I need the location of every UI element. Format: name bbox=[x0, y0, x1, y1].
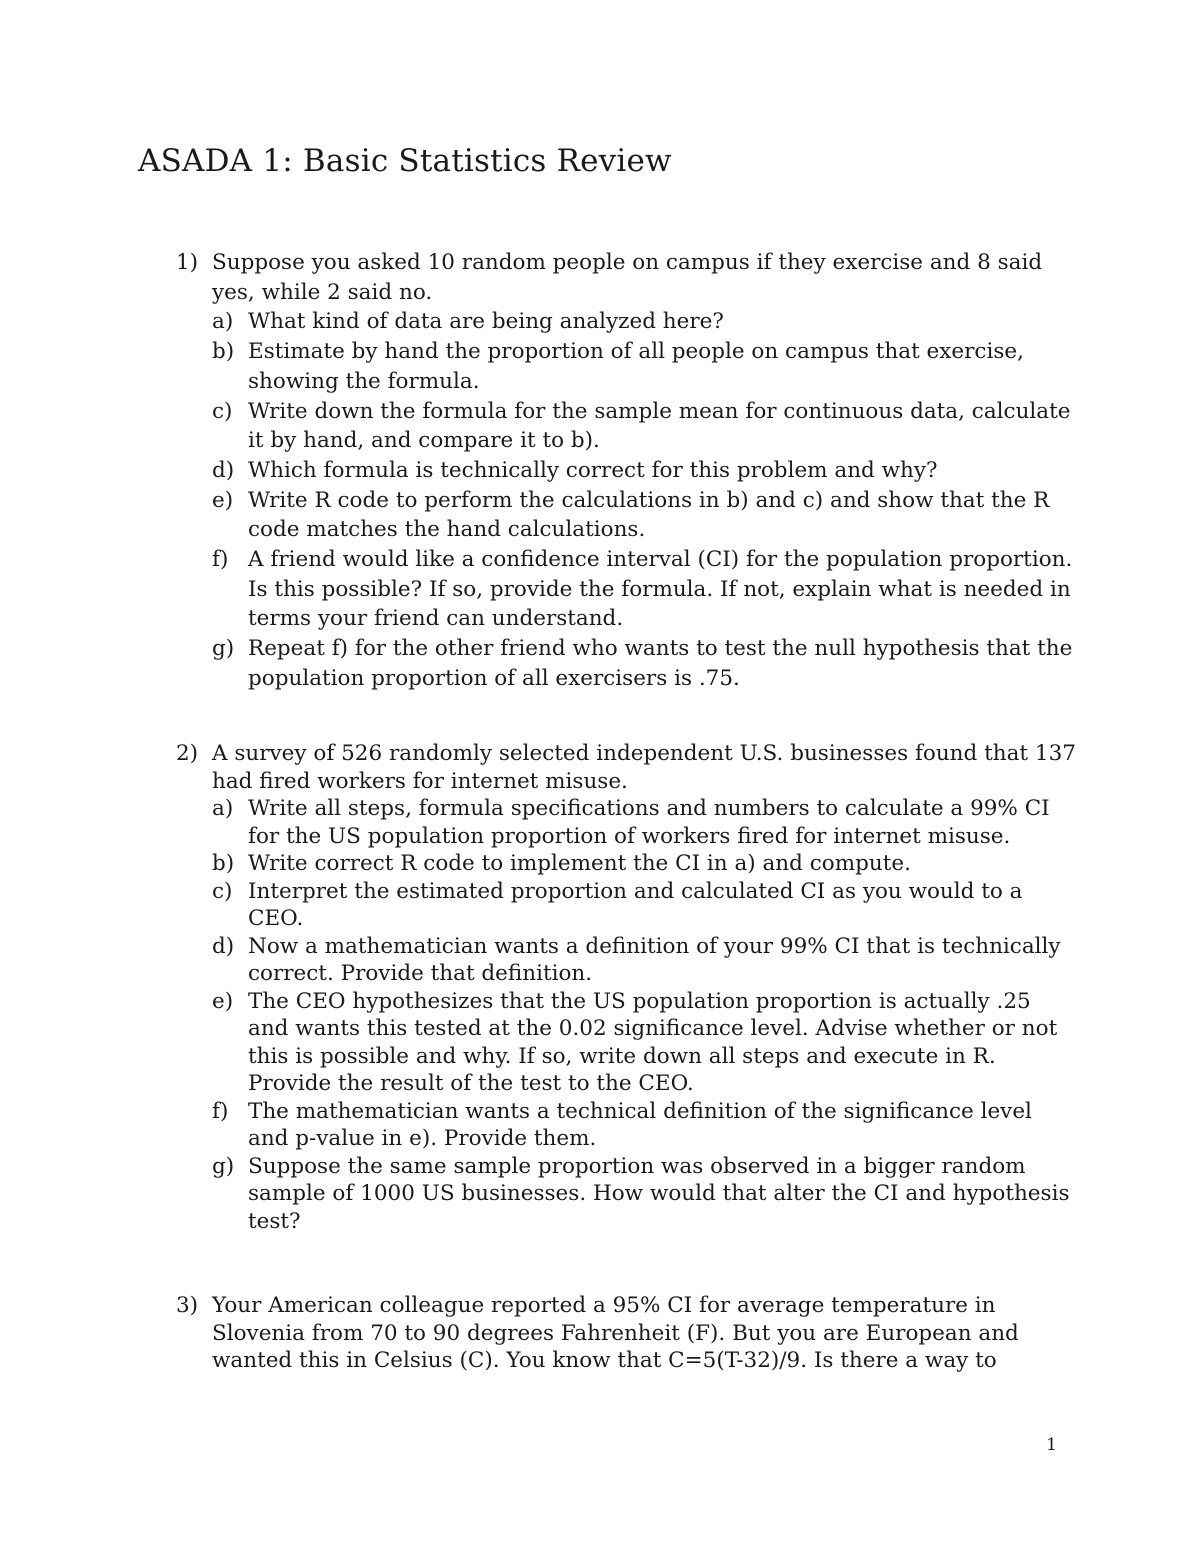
question-2-stem bbox=[176, 740, 1076, 795]
sub-question-2e bbox=[212, 988, 1076, 1098]
sub-question-letter: b) bbox=[212, 851, 235, 876]
question-text: A survey of 526 randomly selected independent U.S. businesses found that 137 had fired workers for internet misuse. bbox=[212, 741, 1076, 794]
sub-question-list bbox=[176, 795, 1076, 1235]
sub-question-letter: e) bbox=[212, 487, 234, 513]
sub-question-2g bbox=[212, 1153, 1076, 1236]
sub-question-letter: a) bbox=[212, 796, 234, 821]
question-text: Suppose you asked 10 random people on campus if they exercise and 8 said yes, while 2 said no. bbox=[212, 250, 1043, 305]
sub-question-text: Which formula is technically correct for this problem and why? bbox=[248, 457, 938, 483]
sub-question-text: Write down the formula for the sample mean for continuous data, calculate it by hand, and compare it to b). bbox=[248, 398, 1071, 454]
question-3 bbox=[176, 1292, 1076, 1375]
sub-question-1a bbox=[212, 307, 1076, 337]
sub-question-1b bbox=[212, 337, 1076, 396]
sub-question-letter: c) bbox=[212, 398, 233, 424]
sub-question-list bbox=[176, 307, 1076, 693]
sub-question-text: Repeat f) for the other friend who wants to test the null hypothesis that the population proportion of all exercisers is .75. bbox=[248, 636, 1073, 691]
sub-question-letter: d) bbox=[212, 457, 235, 483]
sub-question-letter: g) bbox=[212, 636, 235, 662]
sub-question-letter: f) bbox=[212, 547, 229, 573]
sub-question-text: Suppose the same sample proportion was observed in a bigger random sample of 1000 US businesses. How would that alter the CI and hypothesis test? bbox=[248, 1153, 1070, 1234]
sub-question-2f bbox=[212, 1098, 1076, 1153]
question-1-stem bbox=[176, 248, 1076, 307]
question-number: 1) bbox=[176, 250, 199, 275]
sub-question-text: The mathematician wants a technical definition of the significance level and p-value in e). Provide them. bbox=[248, 1098, 1032, 1151]
sub-question-2d bbox=[212, 933, 1076, 988]
question-text: Your American colleague reported a 95% CI for average temperature in Slovenia from 70 to 90 degrees Fahrenheit (F). But you are European and wanted this in Celsius (C). You know that C=5(T-32)/9. Is there a way to bbox=[212, 1293, 1019, 1373]
sub-question-letter: f) bbox=[212, 1098, 229, 1124]
sub-question-2a bbox=[212, 795, 1076, 850]
sub-question-text: Write correct R code to implement the CI in a) and compute. bbox=[248, 851, 911, 876]
sub-question-1d bbox=[212, 456, 1076, 486]
sub-question-letter: b) bbox=[212, 339, 235, 365]
sub-question-text: Write R code to perform the calculations in b) and c) and show that the R code matches the hand calculations. bbox=[248, 487, 1050, 543]
sub-question-text: The CEO hypothesizes that the US population proportion is actually .25 and wants this tested at the 0.02 significance level. Advise whether or not this is possible and why. If so, write down all steps and execute in R. Provide the result of the test to the CEO. bbox=[248, 988, 1058, 1096]
sub-question-text: Now a mathematician wants a definition of your 99% CI that is technically correct. Provide that definition. bbox=[248, 933, 1061, 986]
sub-question-1c bbox=[212, 397, 1076, 456]
question-1 bbox=[176, 248, 1076, 694]
sub-question-2c bbox=[212, 878, 1076, 933]
sub-question-letter: a) bbox=[212, 309, 234, 335]
sub-question-text: Interpret the estimated proportion and calculated CI as you would to a CEO. bbox=[248, 878, 1023, 931]
sub-question-1e bbox=[212, 486, 1076, 545]
sub-question-letter: c) bbox=[212, 878, 233, 904]
sub-question-2b bbox=[212, 850, 1076, 878]
sub-question-1g bbox=[212, 634, 1076, 693]
sub-question-text: A friend would like a confidence interval (CI) for the population proportion. Is this possible? If so, provide the formula. If not, explain what is needed in terms your friend can understand. bbox=[248, 547, 1073, 632]
page-title: ASADA 1: Basic Statistics Review bbox=[138, 143, 672, 179]
page-number: 1 bbox=[1046, 1435, 1057, 1455]
sub-question-letter: d) bbox=[212, 933, 235, 959]
question-2 bbox=[176, 740, 1076, 1235]
sub-question-text: Estimate by hand the proportion of all people on campus that exercise, showing the formula. bbox=[248, 339, 1024, 394]
question-3-stem bbox=[176, 1292, 1076, 1375]
question-number: 3) bbox=[176, 1293, 199, 1318]
sub-question-text: Write all steps, formula specifications and numbers to calculate a 99% CI for the US population proportion of workers fired for internet misuse. bbox=[248, 796, 1050, 849]
question-number: 2) bbox=[176, 741, 199, 766]
sub-question-letter: e) bbox=[212, 988, 234, 1014]
sub-question-text: What kind of data are being analyzed here? bbox=[248, 309, 724, 335]
sub-question-1f bbox=[212, 545, 1076, 634]
sub-question-letter: g) bbox=[212, 1153, 235, 1179]
